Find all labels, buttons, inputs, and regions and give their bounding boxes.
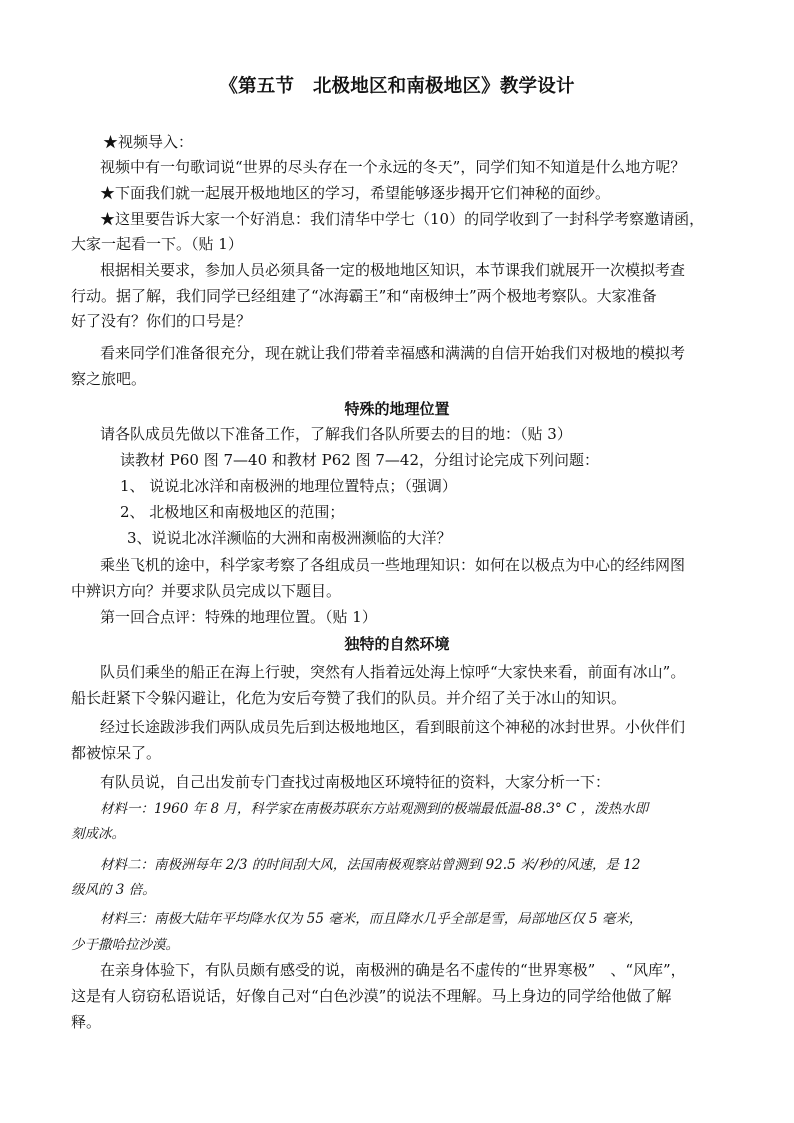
paragraph-requirements-line1: 根据相关要求，参加人员必须具备一定的极地地区知识，本节课我们就展开一次模拟考查 (100, 261, 686, 279)
paragraph-star2-line2: 大家一起看一下。（贴 1） (71, 235, 243, 253)
paragraph-star2-line1: ★这里要告诉大家一个好消息：我们清华中学七（10）的同学收到了一封科学考察邀请函， (100, 210, 705, 228)
paragraph-ready-line1: 看来同学们准备很充分，现在就让我们带着幸福感和满满的自信开始我们对极地的模拟考 (100, 344, 686, 362)
paragraph-experience-line1: 在亲身体验下，有队员颇有感受的说，南极洲的确是名不虚传的“世界寒极” 、“风库”， (100, 961, 686, 979)
material-1-line2: 刻成冰。 (71, 826, 125, 842)
intro-question: 视频中有一句歌词说“世界的尽头存在一个永远的冬天”，同学们知不知道是什么地方呢？ (100, 158, 686, 176)
paragraph-ship-line1: 队员们乘坐的船正在海上行驶，突然有人指着远处海上惊呼“大家快来看，前面有冰山”。 (100, 663, 686, 681)
intro-label: ★视频导入： (103, 133, 194, 151)
section-heading-location: 特殊的地理位置 (344, 400, 450, 418)
paragraph-star1: ★下面我们就一起展开极地地区的学习，希望能够逐步揭开它们神秘的面纱。 (100, 184, 611, 202)
question-1: 1、 说说北冰洋和南极洲的地理位置特点；（强调） (120, 477, 457, 495)
paragraph-requirements-line2: 行动。据了解，我们同学已经组建了“冰海霸王”和“南极绅士”两个极地考察队。大家准备 (71, 287, 657, 305)
material-2-line2: 级风的 3 倍。 (71, 882, 156, 898)
paragraph-experience-line3: 释。 (71, 1013, 102, 1031)
material-3-line1: 材料三：南极大陆年平均降水仅为 55 毫米，而且降水几乎全部是雪，局部地区仅 5 毫米， (100, 911, 643, 927)
paragraph-ready-line2: 察之旅吧。 (71, 370, 147, 388)
question-2: 2、 北极地区和南极地区的范围； (120, 503, 345, 521)
material-1-line1: 材料一：1960 年 8 月，科学家在南极苏联东方站观测到的极端最低温-88.3° C ，泼热水即 (100, 801, 649, 817)
section-heading-environment: 独特的自然环境 (344, 635, 450, 653)
material-3-line2: 少于撒哈拉沙漠。 (71, 937, 179, 953)
paragraph-plane-line1: 乘坐飞机的途中，科学家考察了各组成员一些地理知识：如何在以极点为中心的经纬网图 (100, 556, 686, 574)
paragraph-experience-line2: 这是有人窃窃私语说话，好像自己对“白色沙漠”的说法不理解。马上身边的同学给他做了解 (71, 987, 672, 1005)
paragraph-arrive-line1: 经过长途跋涉我们两队成员先后到达极地地区，看到眼前这个神秘的冰封世界。小伙伴们 (100, 718, 686, 736)
paragraph-plane-line2: 中辨识方向？并要求队员完成以下题目。 (71, 582, 342, 600)
paragraph-requirements-line3: 好了没有？你们的口号是？ (71, 312, 252, 330)
paragraph-prepare: 请各队成员先做以下准备工作，了解我们各队所要去的目的地：（贴 3） (100, 425, 572, 443)
material-2-line1: 材料二：南极洲每年 2/3 的时间刮大风，法国南极观察站曾测到 92.5 米/秒的风速，是 12 (100, 857, 641, 873)
paragraph-arrive-line2: 都被惊呆了。 (71, 744, 162, 762)
paragraph-ship-line2: 船长赶紧下令躲闪避让，化危为安后夸赞了我们的队员。并介绍了关于冰山的知识。 (71, 689, 627, 707)
document-title: 《第五节 北极地区和南极地区》教学设计 (219, 76, 575, 97)
paragraph-read-textbook: 读教材 P60 图 7—40 和教材 P62 图 7—42，分组讨论完成下列问题： (120, 451, 599, 469)
paragraph-round1: 第一回合点评：特殊的地理位置。（贴 1） (100, 608, 377, 626)
question-3: 3、说说北冰洋濒临的大洲和南极洲濒临的大洋？ (127, 529, 452, 547)
paragraph-analyze: 有队员说，自己出发前专门查找过南极地区环境特征的资料，大家分析一下： (100, 773, 611, 791)
